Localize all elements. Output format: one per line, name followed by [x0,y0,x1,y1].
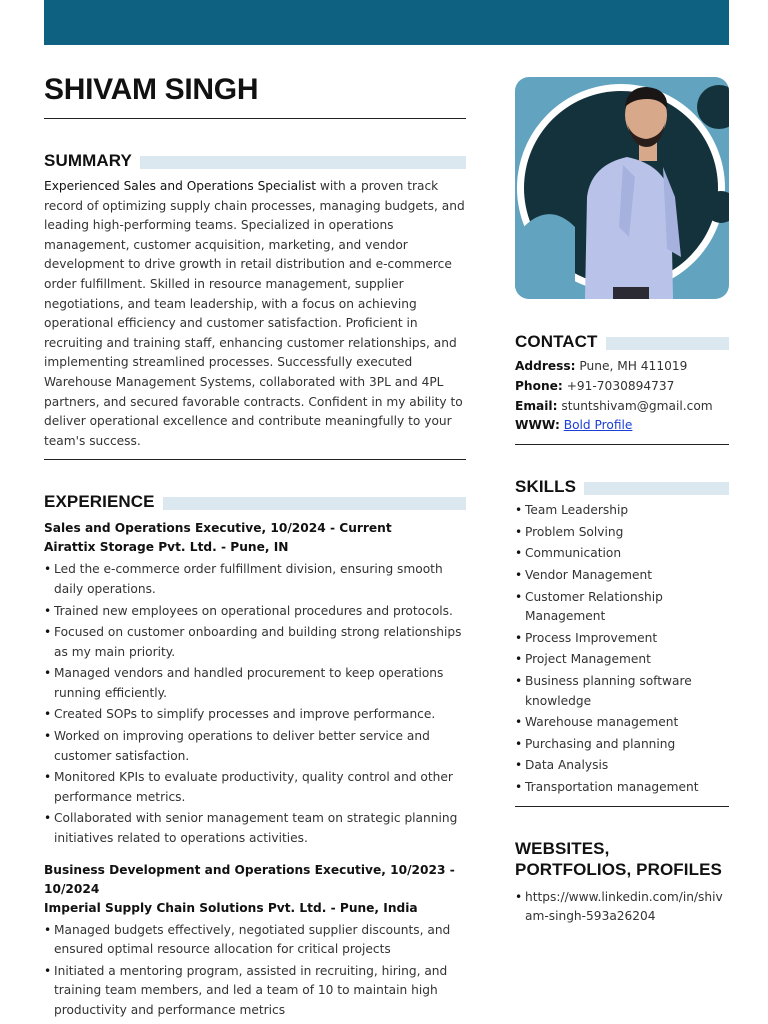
list-item: • Data Analysis [515,756,729,776]
contact-address [515,357,729,377]
list-item: • Managed budgets effectively, negotiated supplier discounts, and ensured optimal resource allocation for critical projects [44,921,466,960]
experience-heading [44,491,466,513]
job-1-role: Sales and Operations Executive [44,521,262,536]
divider [515,444,729,445]
contact-details [515,357,729,436]
job-2-bullets [44,921,466,1021]
summary-lead: Experienced Sales and Operations Specialist [44,179,316,193]
job-1-title [44,519,466,538]
address-label: Address: [515,359,576,373]
divider [44,459,466,460]
websites-heading [515,838,729,880]
list-item: • Led the e-commerce order fulfillment division, ensuring smooth daily operations. [44,560,466,599]
list-item: • Warehouse management [515,713,729,733]
list-item: • Project Management [515,650,729,670]
contact-email [515,397,729,417]
websites-title [515,838,729,880]
email-label: Email: [515,398,558,413]
section-bar [606,337,729,350]
job-1 [44,519,466,848]
skills-title: SKILLS [515,477,577,497]
divider [44,118,466,119]
contact-title: CONTACT [515,332,598,351]
contact-heading [515,331,729,353]
websites-list [515,888,729,927]
phone-value: +91-7030894737 [566,378,675,393]
list-item: • Vendor Management [515,566,729,586]
summary-heading [44,150,466,172]
summary-text [44,177,466,451]
list-item: • Business planning software knowledge [515,672,729,711]
job-1-bullets [44,560,466,848]
job-2-company: Imperial Supply Chain Solutions Pvt. Ltd. - Pune, India [44,900,418,915]
experience-title: EXPERIENCE [44,492,155,512]
job-2-dates: , 10/2023 - 10/2024 [44,862,455,896]
list-item: • Customer Relationship Management [515,588,729,627]
list-item: • Team Leadership [515,501,729,521]
list-item: • Monitored KPIs to evaluate productivity, quality control and other performance metrics. [44,768,466,807]
list-item: • Collaborated with senior management team on strategic planning initiatives related to operations activities. [44,809,466,848]
address-value: Pune, MH 411019 [579,359,688,373]
bold-profile-link[interactable]: Bold Profile [563,418,633,433]
list-item: • Process Improvement [515,629,729,649]
profile-photo [515,77,729,299]
list-item: • Focused on customer onboarding and building strong relationships as my main priority. [44,623,466,662]
list-item: • Transportation management [515,778,729,798]
email-value: stuntshivam@gmail.com [561,398,713,413]
profile-photo-graphic [515,77,729,299]
contact-phone [515,377,729,397]
job-2 [44,861,466,1021]
job-2-role: Business Development and Operations Executive [44,862,382,877]
list-item: • Worked on improving operations to deliver better service and customer satisfaction. [44,727,466,766]
contact-www [515,416,729,436]
list-item: • Managed vendors and handled procurement to keep operations running efficiently. [44,664,466,703]
main-column [44,68,466,1021]
skills-heading [515,476,729,498]
list-item: • Created SOPs to simplify processes and improve performance. [44,705,466,725]
section-bar [140,156,466,169]
summary-body: with a proven track record of optimizing supply chain processes, managing budgets, and leading high-performing teams. Specialized in operations management, customer acquisition, marketing, and vendor development to drive growth in retail distribution and e-commerce order fulfillment. Skilled in resource management, supplier negotiations, and team leadership, with a focus on achieving operational efficiency and customer satisfaction. Proficient in recruiting and training staff, enhancing customer relationships, and implementing streamlined processes. Successfully executed Warehouse Management Systems, collaborated with 3PL and 4PL partners, and secured favorable contracts. Confident in my ability to deliver operational excellence and contribute meaningfully to your team's success. [44,179,465,448]
www-label: WWW: [515,418,560,433]
list-item: • Trained new employees on operational procedures and protocols. [44,602,466,622]
candidate-name: SHIVAM SINGH [44,73,259,106]
summary-title: SUMMARY [44,151,132,170]
job-1-company: Airattix Storage Pvt. Ltd. - Pune, IN [44,540,289,555]
list-item: • Initiated a mentoring program, assisted in recruiting, hiring, and training team members, and led a team of 10 to maintain high productivity and performance metrics [44,962,466,1021]
job-2-title [44,861,466,899]
skills-list [515,501,729,797]
list-item: • Problem Solving [515,523,729,543]
divider [515,806,729,807]
list-item: • Purchasing and planning [515,735,729,755]
header-bar [44,0,729,45]
list-item[interactable]: • https://www.linkedin.com/in/shivam-singh-593a26204 [515,888,729,927]
section-bar [163,497,466,510]
websites-title-text: WEBSITES, PORTFOLIOS, PROFILES [515,838,722,879]
phone-label: Phone: [515,378,563,393]
job-1-dates: , 10/2024 - Current [261,521,392,536]
section-bar [584,482,729,495]
side-column [515,77,729,927]
list-item: • Communication [515,544,729,564]
